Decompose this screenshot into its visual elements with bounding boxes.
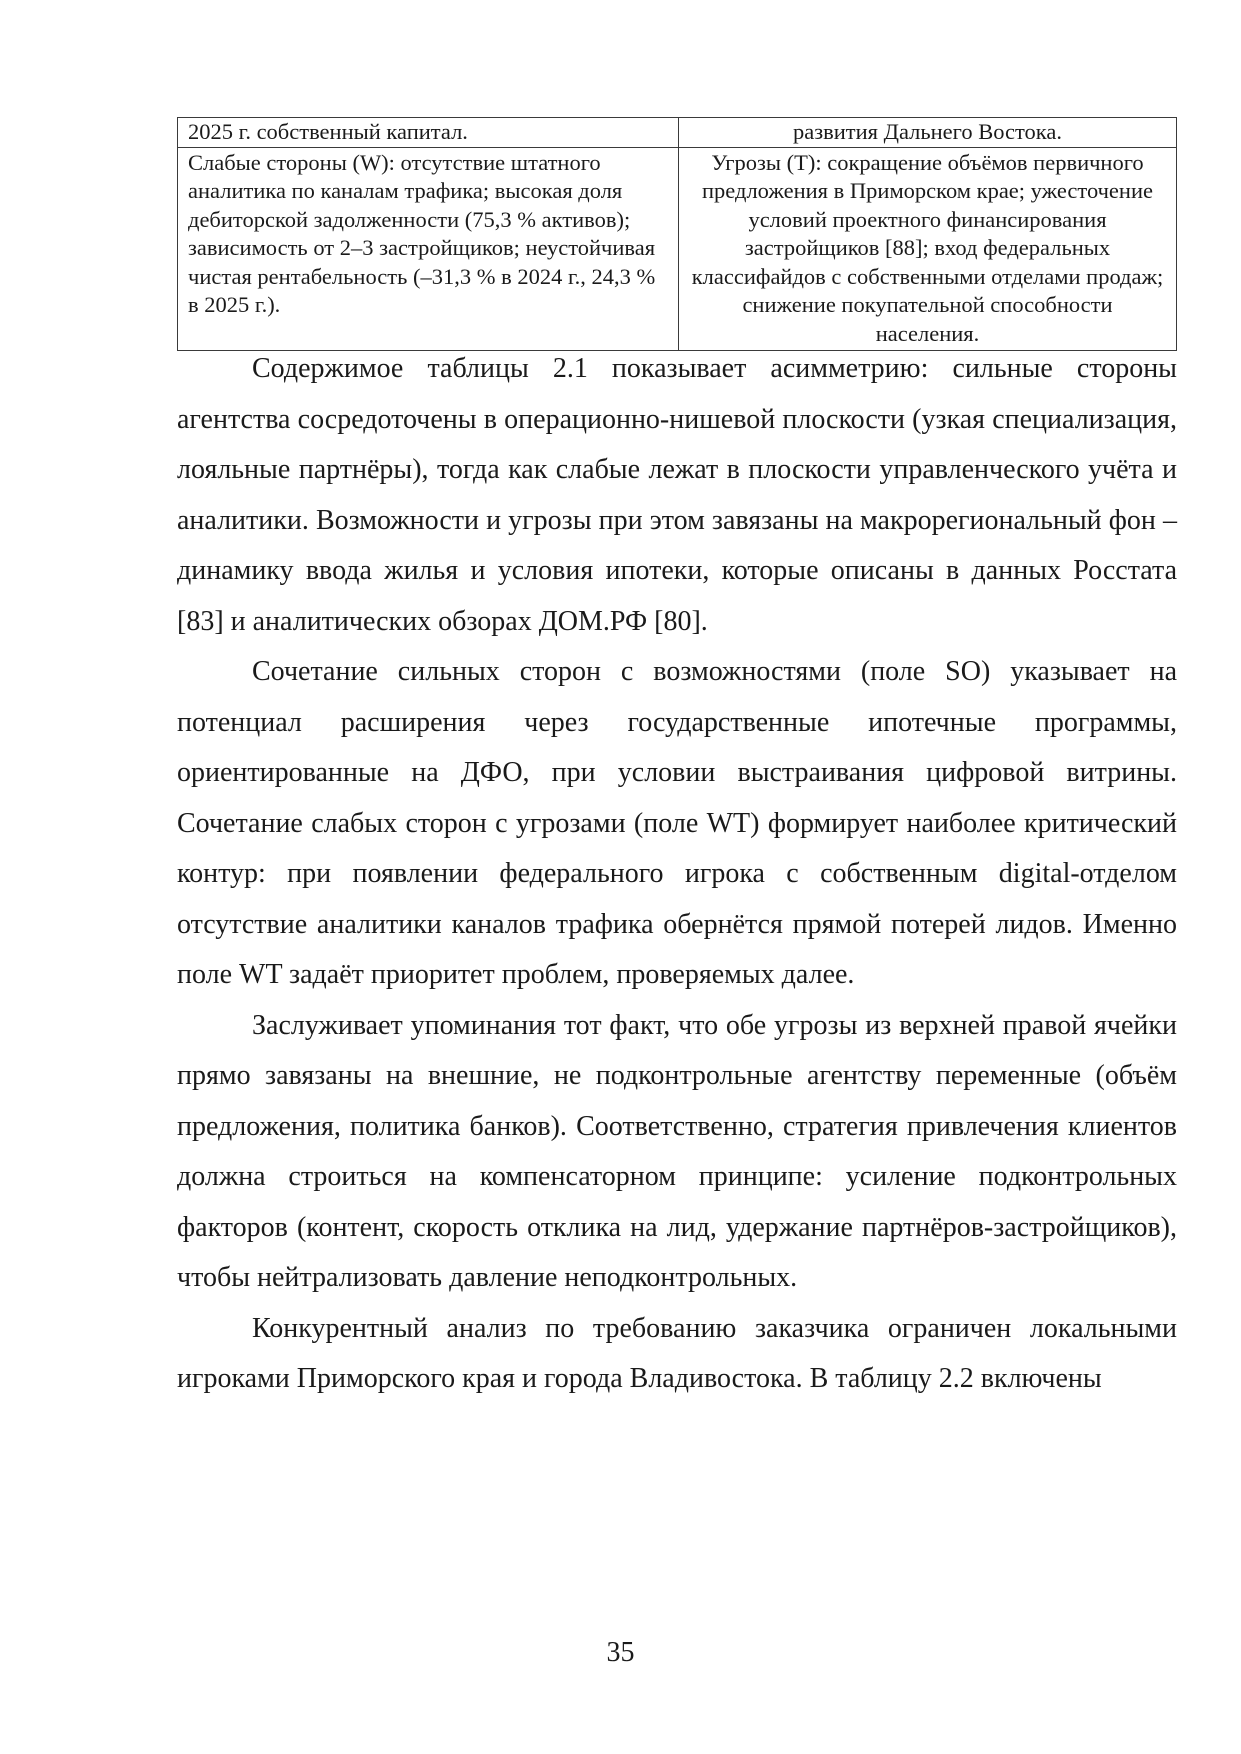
- table-cell-weaknesses: Слабые стороны (W): отсутствие штатного аналитика по каналам трафика; высокая доля дебиторской задолженности (75,3 % активов); зависимость от 2–3 застройщиков; неустойчивая чистая рентабельность (–31,3 % в 2024 г., 24,3 % в 2025 г.).: [178, 147, 679, 351]
- table-cell-strengths-end: 2025 г. собственный капитал.: [178, 118, 679, 148]
- table-row: [178, 118, 1177, 148]
- paragraph: Сочетание сильных сторон с возможностями (поле SO) указывает на потенциал расширения через государственные ипотечные программы, ориентированные на ДФО, при условии выстраивания цифровой витрины. Сочетание слабых сторон с угрозами (поле WT) формирует наиболее критический контур: при появлении федерального игрока с собственным digital-отделом отсутствие аналитики каналов трафика обернётся прямой потерей лидов. Именно поле WT задаёт приоритет проблем, проверяемых далее.: [177, 656, 1177, 990]
- table-cell-opportunities-end: развития Дальнего Востока.: [679, 118, 1177, 148]
- paragraph: Конкурентный анализ по требованию заказчика ограничен локальными игроками Приморского края и города Владивостока. В таблицу 2.2 включены: [177, 1312, 1177, 1394]
- swot-table: [177, 117, 1177, 351]
- paragraph: Заслуживает упоминания тот факт, что обе угрозы из верхней правой ячейки прямо завязаны на внешние, не подконтрольные агентству переменные (объём предложения, политика банков). Соответственно, стратегия привлечения клиентов должна строиться на компенсаторном принципе: усиление подконтрольных факторов (контент, скорость отклика на лид, удержание партнёров-застройщиков), чтобы нейтрализовать давление неподконтрольных.: [177, 1009, 1177, 1293]
- page-number: 35: [606, 1637, 635, 1668]
- paragraph: Содержимое таблицы 2.1 показывает асимметрию: сильные стороны агентства сосредоточены в операционно-нишевой плоскости (узкая специализация, лояльные партнёры), тогда как слабые лежат в плоскости управленческого учёта и аналитики. Возможности и угрозы при этом завязаны на макрорегиональный фон – динамику ввода жилья и условия ипотеки, которые описаны в данных Росстата [83] и аналитических обзорах ДОМ.РФ [80].: [177, 353, 1177, 637]
- table-cell-threats: Угрозы (T): сокращение объёмов первичного предложения в Приморском крае; ужесточение условий проектного финансирования застройщиков [88]; вход федеральных классифайдов с собственными отделами продаж; снижение покупательной способности населения.: [679, 147, 1177, 351]
- table-row: [178, 147, 1177, 351]
- body-text: [177, 344, 1177, 1405]
